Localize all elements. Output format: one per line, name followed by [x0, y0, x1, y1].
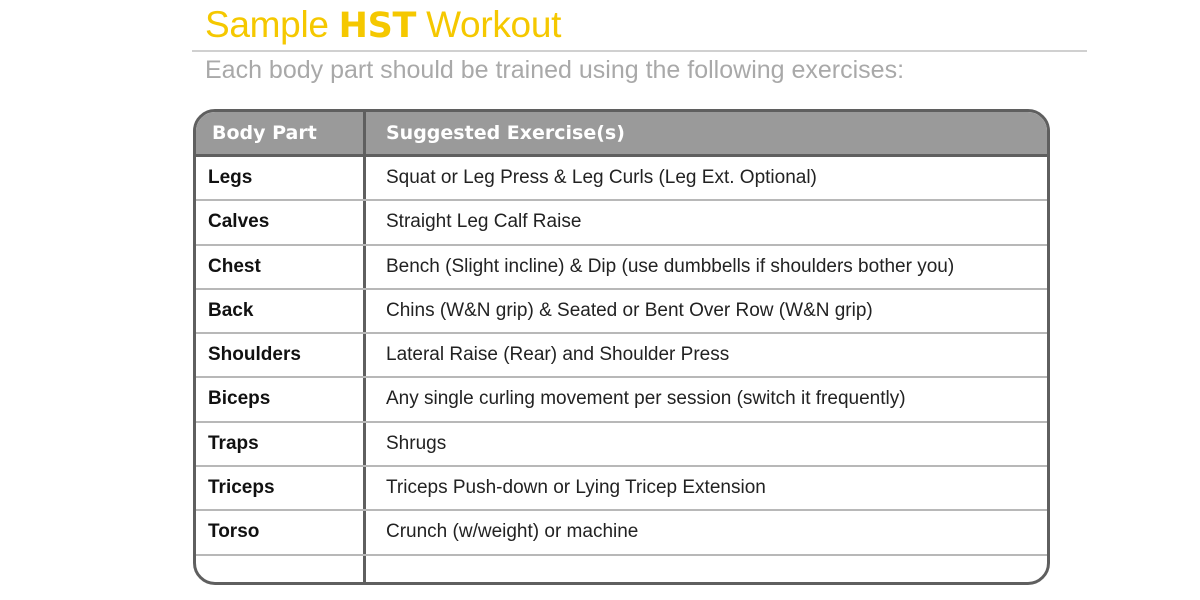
- header-body-part: Body Part: [196, 112, 366, 154]
- exercise-cell: Lateral Raise (Rear) and Shoulder Press: [386, 344, 730, 366]
- body-part-cell: Triceps: [196, 467, 366, 509]
- title-prefix: Sample: [205, 4, 339, 45]
- body-part-cell: Torso: [196, 511, 366, 553]
- table-row: [196, 378, 1047, 422]
- exercise-cell: Crunch (w/weight) or machine: [386, 521, 639, 543]
- exercise-table: [193, 109, 1050, 585]
- body-part-cell: Biceps: [196, 378, 366, 420]
- body-part-cell: Traps: [196, 423, 366, 465]
- table-row: [196, 423, 1047, 467]
- body-part-cell: [196, 556, 366, 585]
- table-row: [196, 201, 1047, 245]
- exercise-cell: Shrugs: [386, 432, 447, 454]
- body-part-cell: Back: [196, 290, 366, 332]
- exercise-cell: [366, 556, 386, 585]
- body-part-cell: Calves: [196, 201, 366, 243]
- exercise-cell: Bench (Slight incline) & Dip (use dumbbells if shoulders bother you): [386, 255, 955, 277]
- table-row: [196, 334, 1047, 378]
- table-row-empty: [196, 556, 1047, 585]
- body-part-cell: Chest: [196, 246, 366, 288]
- exercise-cell: Straight Leg Calf Raise: [386, 211, 582, 233]
- table-row: [196, 246, 1047, 290]
- header-exercises: Suggested Exercise(s): [386, 122, 625, 144]
- body-part-cell: Shoulders: [196, 334, 366, 376]
- exercise-cell: Any single curling movement per session (switch it frequently): [386, 388, 906, 410]
- table-row: [196, 467, 1047, 511]
- body-part-cell: Legs: [196, 157, 366, 199]
- exercise-cell: Squat or Leg Press & Leg Curls (Leg Ext. Optional): [386, 167, 817, 188]
- page-title: [205, 4, 561, 46]
- subtitle: Each body part should be trained using the following exercises:: [205, 56, 905, 84]
- table-row: [196, 157, 1047, 201]
- table-header: [196, 112, 1047, 157]
- title-bold: HST: [338, 6, 417, 46]
- table-row: [196, 511, 1047, 555]
- exercise-cell: Triceps Push-down or Lying Tricep Extension: [386, 477, 766, 499]
- exercise-cell: Chins (W&N grip) & Seated or Bent Over Row (W&N grip): [386, 299, 873, 321]
- title-suffix: Workout: [416, 4, 562, 45]
- table-row: [196, 290, 1047, 334]
- title-divider: [192, 50, 1087, 52]
